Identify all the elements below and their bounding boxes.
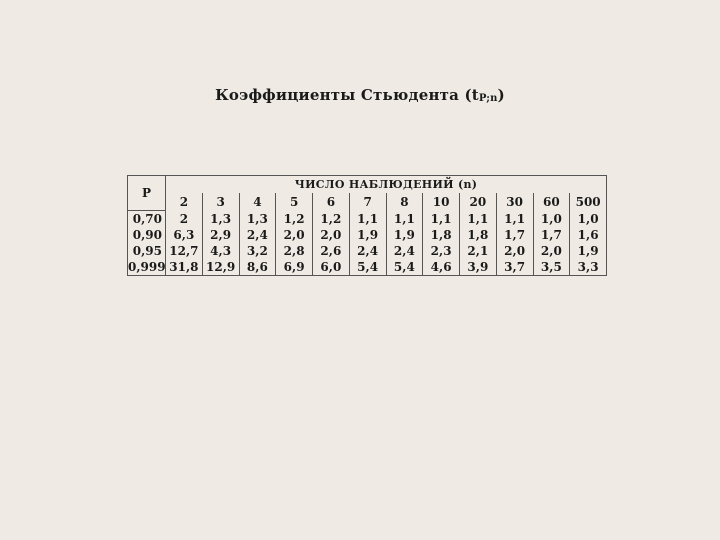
coefficient-cell: 1,1 bbox=[349, 211, 386, 228]
n-value-cell: 60 bbox=[533, 193, 570, 210]
n-value-cell: 2 bbox=[166, 193, 203, 210]
n-value-cell: 10 bbox=[423, 193, 460, 210]
coefficient-cell: 5,4 bbox=[349, 259, 386, 276]
coefficient-cell: 1,2 bbox=[313, 211, 350, 228]
coefficient-cell: 1,0 bbox=[570, 211, 607, 228]
coefficient-cell: 1,9 bbox=[386, 227, 423, 243]
coefficient-cell: 2,3 bbox=[423, 243, 460, 259]
table-row bbox=[128, 243, 607, 259]
n-value-cell: 20 bbox=[460, 193, 497, 210]
p-column-header: P bbox=[128, 176, 166, 211]
coefficient-cell: 6,0 bbox=[313, 259, 350, 276]
student-coefficients-table bbox=[127, 175, 607, 276]
coefficient-cell: 1,6 bbox=[570, 227, 607, 243]
coefficient-cell: 2,4 bbox=[386, 243, 423, 259]
p-value-cell: 0,70 bbox=[128, 211, 166, 228]
n-value-cell: 6 bbox=[313, 193, 350, 210]
coefficient-cell: 1,2 bbox=[276, 211, 313, 228]
table-row bbox=[128, 259, 607, 276]
coefficient-cell: 1,9 bbox=[349, 227, 386, 243]
coefficient-cell: 3,7 bbox=[496, 259, 533, 276]
n-value-cell: 4 bbox=[239, 193, 276, 210]
p-value-cell: 0,95 bbox=[128, 243, 166, 259]
coefficient-cell: 1,1 bbox=[386, 211, 423, 228]
n-value-cell: 500 bbox=[570, 193, 607, 210]
coefficient-cell: 1,0 bbox=[533, 211, 570, 228]
n-value-cell: 8 bbox=[386, 193, 423, 210]
coefficient-cell: 2,8 bbox=[276, 243, 313, 259]
coefficient-cell: 1,1 bbox=[460, 211, 497, 228]
coefficient-cell: 3,5 bbox=[533, 259, 570, 276]
p-value-cell: 0,90 bbox=[128, 227, 166, 243]
coefficient-cell: 1,3 bbox=[202, 211, 239, 228]
coefficient-cell: 6,9 bbox=[276, 259, 313, 276]
coefficient-cell: 1,3 bbox=[239, 211, 276, 228]
slide-title bbox=[0, 86, 720, 104]
coefficient-cell: 2,4 bbox=[349, 243, 386, 259]
n-value-cell: 3 bbox=[202, 193, 239, 210]
title-close: ) bbox=[497, 86, 505, 104]
coefficient-cell: 3,9 bbox=[460, 259, 497, 276]
coefficient-cell: 2,0 bbox=[276, 227, 313, 243]
table-row bbox=[128, 211, 607, 228]
observations-header: ЧИСЛО НАБЛЮДЕНИЙ (n) bbox=[166, 176, 607, 194]
n-value-cell: 5 bbox=[276, 193, 313, 210]
coefficient-cell: 2,9 bbox=[202, 227, 239, 243]
coefficient-cell: 1,8 bbox=[460, 227, 497, 243]
coefficient-cell: 2,0 bbox=[533, 243, 570, 259]
coefficient-cell: 3,3 bbox=[570, 259, 607, 276]
header-row bbox=[128, 176, 607, 194]
coefficient-cell: 2,0 bbox=[496, 243, 533, 259]
coefficient-cell: 1,1 bbox=[496, 211, 533, 228]
table-body bbox=[128, 211, 607, 276]
coefficient-cell: 1,8 bbox=[423, 227, 460, 243]
coefficient-cell: 2,0 bbox=[313, 227, 350, 243]
title-subscript: P;n bbox=[478, 93, 498, 104]
coefficient-cell: 12,9 bbox=[202, 259, 239, 276]
coefficient-cell: 6,3 bbox=[166, 227, 203, 243]
coefficient-cell: 8,6 bbox=[239, 259, 276, 276]
coefficient-cell: 2,4 bbox=[239, 227, 276, 243]
table-row bbox=[128, 227, 607, 243]
coefficient-cell: 3,2 bbox=[239, 243, 276, 259]
coefficient-cell: 1,1 bbox=[423, 211, 460, 228]
coefficient-cell: 2 bbox=[166, 211, 203, 228]
title-text: Коэффициенты Стьюдента (t bbox=[215, 86, 479, 104]
coefficient-cell: 12,7 bbox=[166, 243, 203, 259]
coefficient-cell: 31,8 bbox=[166, 259, 203, 276]
coefficient-cell: 2,6 bbox=[313, 243, 350, 259]
coefficient-cell: 1,7 bbox=[533, 227, 570, 243]
coefficient-cell: 2,1 bbox=[460, 243, 497, 259]
coefficient-cell: 1,9 bbox=[570, 243, 607, 259]
n-value-cell: 7 bbox=[349, 193, 386, 210]
coefficient-cell: 4,3 bbox=[202, 243, 239, 259]
coefficient-cell: 5,4 bbox=[386, 259, 423, 276]
p-value-cell: 0,999 bbox=[128, 260, 166, 274]
coefficient-cell: 1,7 bbox=[496, 227, 533, 243]
coefficient-cell: 4,6 bbox=[423, 259, 460, 276]
n-value-cell: 30 bbox=[496, 193, 533, 210]
n-values-row bbox=[128, 193, 607, 210]
